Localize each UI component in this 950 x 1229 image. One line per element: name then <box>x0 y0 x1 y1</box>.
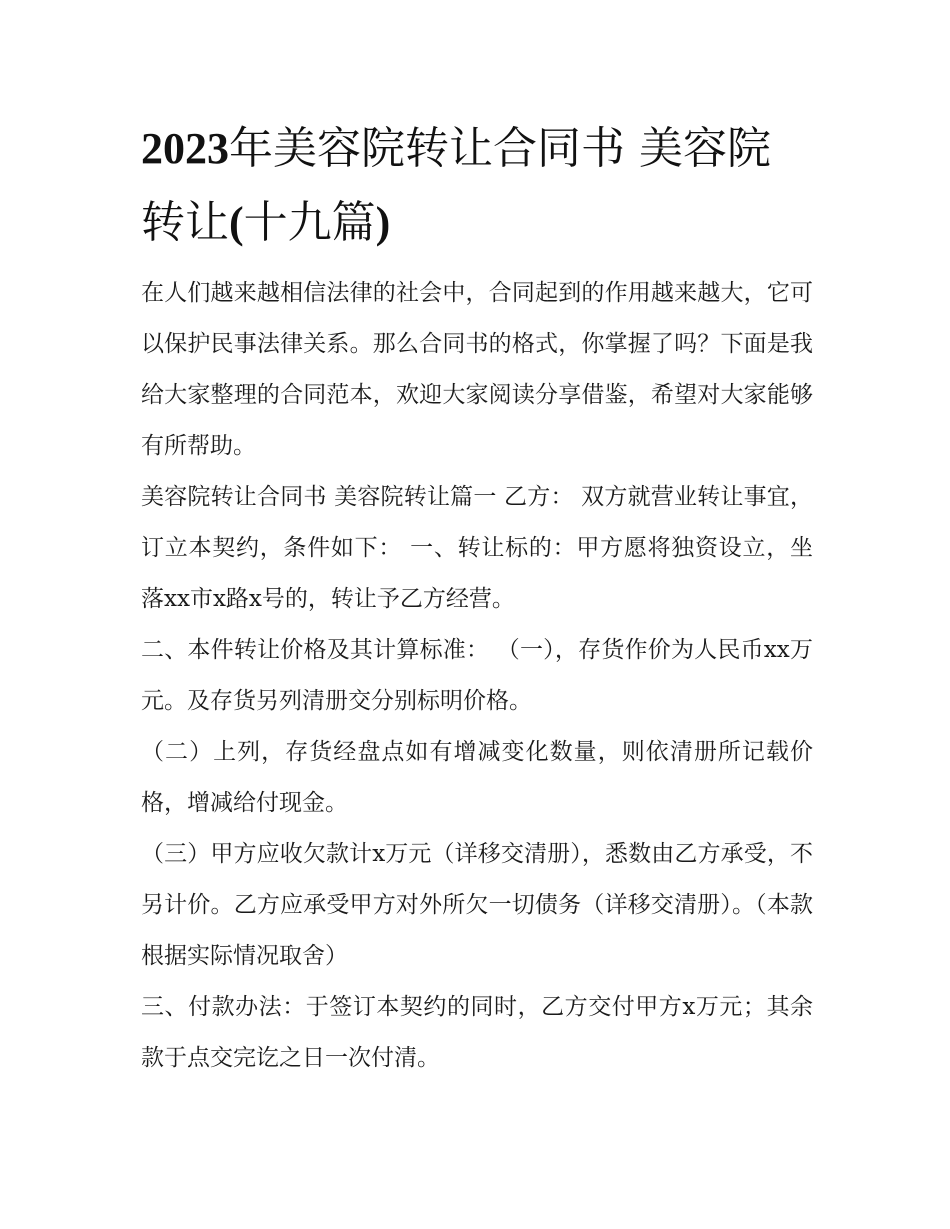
paragraph-section-two: 二、本件转让价格及其计算标准： （一），存货作价为人民币xx万元。及存货另列清册交分别标明价格。 <box>141 637 813 714</box>
title-paren-open: ( <box>229 198 244 247</box>
document-body <box>141 268 813 1084</box>
title-paren-text: 十九篇 <box>243 197 376 248</box>
paragraph-section-three: 三、付款办法：于签订本契约的同时，乙方交付甲方x万元；其余款于点交完讫之日一次付清。 <box>141 994 813 1071</box>
paragraph-intro: 在人们越来越相信法律的社会中，合同起到的作用越来越大，它可以保护民事法律关系。那么合同书的格式，你掌握了吗？下面是我给大家整理的合同范本，欢迎大家阅读分享借鉴，希望对大家能够有所帮助。 <box>141 280 813 459</box>
document-title <box>141 112 813 260</box>
title-year: 2023 <box>141 124 229 173</box>
title-paren-close: ) <box>375 198 391 247</box>
paragraph-section-one: 美容院转让合同书 美容院转让篇一 乙方： 双方就营业转让事宜，订立本契约，条件如下： 一、转让标的：甲方愿将独资设立，坐落xx市x路x号的，转让予乙方经营。 <box>141 484 813 612</box>
paragraph-item-two: （二）上列，存货经盘点如有增减变化数量，则依清册所记载价格，增减给付现金。 <box>141 739 813 816</box>
document-content <box>141 112 813 1084</box>
paragraph-item-three: （三）甲方应收欠款计x万元（详移交清册），悉数由乙方承受，不另计价。乙方应承受甲方对外所欠一切债务（详移交清册）。（本款根据实际情况取舍） <box>141 841 813 969</box>
title-main: 年美容院转让合同书 美容院转让 <box>141 123 771 248</box>
